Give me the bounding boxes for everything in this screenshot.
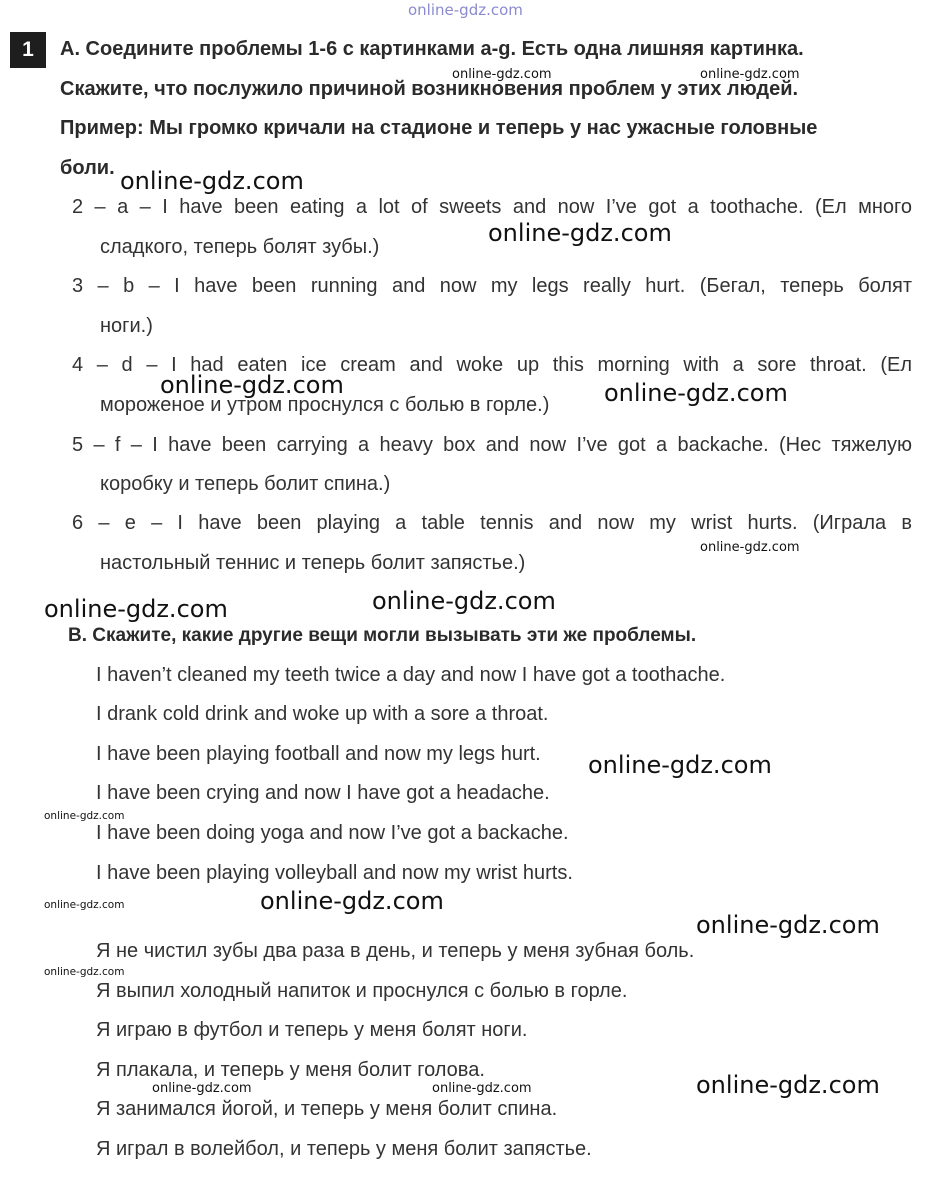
watermark: online-gdz.com	[44, 595, 228, 623]
watermark: online-gdz.com	[696, 1071, 880, 1099]
watermark: online-gdz.com	[120, 167, 304, 195]
watermark: online-gdz.com	[44, 810, 125, 822]
watermark: online-gdz.com	[260, 887, 444, 915]
answer-3-line-2: ноги.)	[100, 315, 153, 337]
english-sentence-6: I have been playing volleyball and now my wrist hurts.	[96, 862, 573, 884]
watermark: online-gdz.com	[372, 587, 556, 615]
watermark: online-gdz.com	[700, 540, 800, 555]
watermark: online-gdz.com	[488, 219, 672, 247]
answer-6-line-2: настольный теннис и теперь болит запястье.)	[100, 552, 526, 574]
answer-6-line-1: 6 – e – I have been playing a table tennis and now my wrist hurts. (Играла в	[72, 512, 912, 534]
part-a-heading-line-4: боли.	[60, 157, 115, 179]
english-sentence-1: I haven’t cleaned my teeth twice a day and now I have got a toothache.	[96, 664, 726, 686]
watermark-top: online-gdz.com	[408, 1, 523, 19]
watermark: online-gdz.com	[696, 911, 880, 939]
english-sentence-3: I have been playing football and now my legs hurt.	[96, 743, 541, 765]
answer-5-line-1: 5 – f – I have been carrying a heavy box and now I’ve got a backache. (Нес тяжелую	[72, 434, 912, 456]
part-a-heading-line-3: Пример: Мы громко кричали на стадионе и теперь у нас ужасные головные	[60, 117, 818, 139]
watermark: online-gdz.com	[452, 67, 552, 82]
answer-2-line-2: сладкого, теперь болят зубы.)	[100, 236, 380, 258]
answer-2-line-1: 2 – a – I have been eating a lot of sweets and now I’ve got a toothache. (Ел много	[72, 196, 912, 218]
english-sentence-5: I have been doing yoga and now I’ve got a backache.	[96, 822, 569, 844]
russian-sentence-5: Я занимался йогой, и теперь у меня болит спина.	[96, 1098, 558, 1120]
watermark: online-gdz.com	[432, 1081, 532, 1096]
watermark: online-gdz.com	[152, 1081, 252, 1096]
part-a-heading-line-1: A. Соедините проблемы 1-6 с картинками a-g. Есть одна лишняя картинка.	[60, 38, 804, 60]
russian-sentence-3: Я играю в футбол и теперь у меня болят ноги.	[96, 1019, 528, 1041]
russian-sentence-4: Я плакала, и теперь у меня болит голова.	[96, 1059, 485, 1081]
exercise-number-badge: 1	[10, 32, 46, 68]
russian-sentence-2: Я выпил холодный напиток и проснулся с болью в горле.	[96, 980, 628, 1002]
watermark: online-gdz.com	[700, 67, 800, 82]
watermark: online-gdz.com	[160, 371, 344, 399]
answer-5-line-2: коробку и теперь болит спина.)	[100, 473, 391, 495]
russian-sentence-1: Я не чистил зубы два раза в день, и теперь у меня зубная боль.	[96, 940, 695, 962]
answer-4-line-1: 4 – d – I had eaten ice cream and woke up this morning with a sore throat. (Ел	[72, 354, 912, 376]
watermark: online-gdz.com	[44, 966, 125, 978]
part-b-heading: B. Скажите, какие другие вещи могли вызывать эти же проблемы.	[68, 625, 697, 646]
russian-sentence-6: Я играл в волейбол, и теперь у меня болит запястье.	[96, 1138, 592, 1160]
watermark: online-gdz.com	[588, 751, 772, 779]
answer-3-line-1: 3 – b – I have been running and now my legs really hurt. (Бегал, теперь болят	[72, 275, 912, 297]
english-sentence-2: I drank cold drink and woke up with a sore a throat.	[96, 703, 549, 725]
english-sentence-4: I have been crying and now I have got a headache.	[96, 782, 550, 804]
watermark: online-gdz.com	[604, 379, 788, 407]
part-a-heading-line-2: Скажите, что послужило причиной возникновения проблем у этих людей.	[60, 78, 799, 100]
answer-4-line-2: мороженое и утром проснулся с болью в горле.)	[100, 394, 550, 416]
watermark: online-gdz.com	[44, 899, 125, 911]
